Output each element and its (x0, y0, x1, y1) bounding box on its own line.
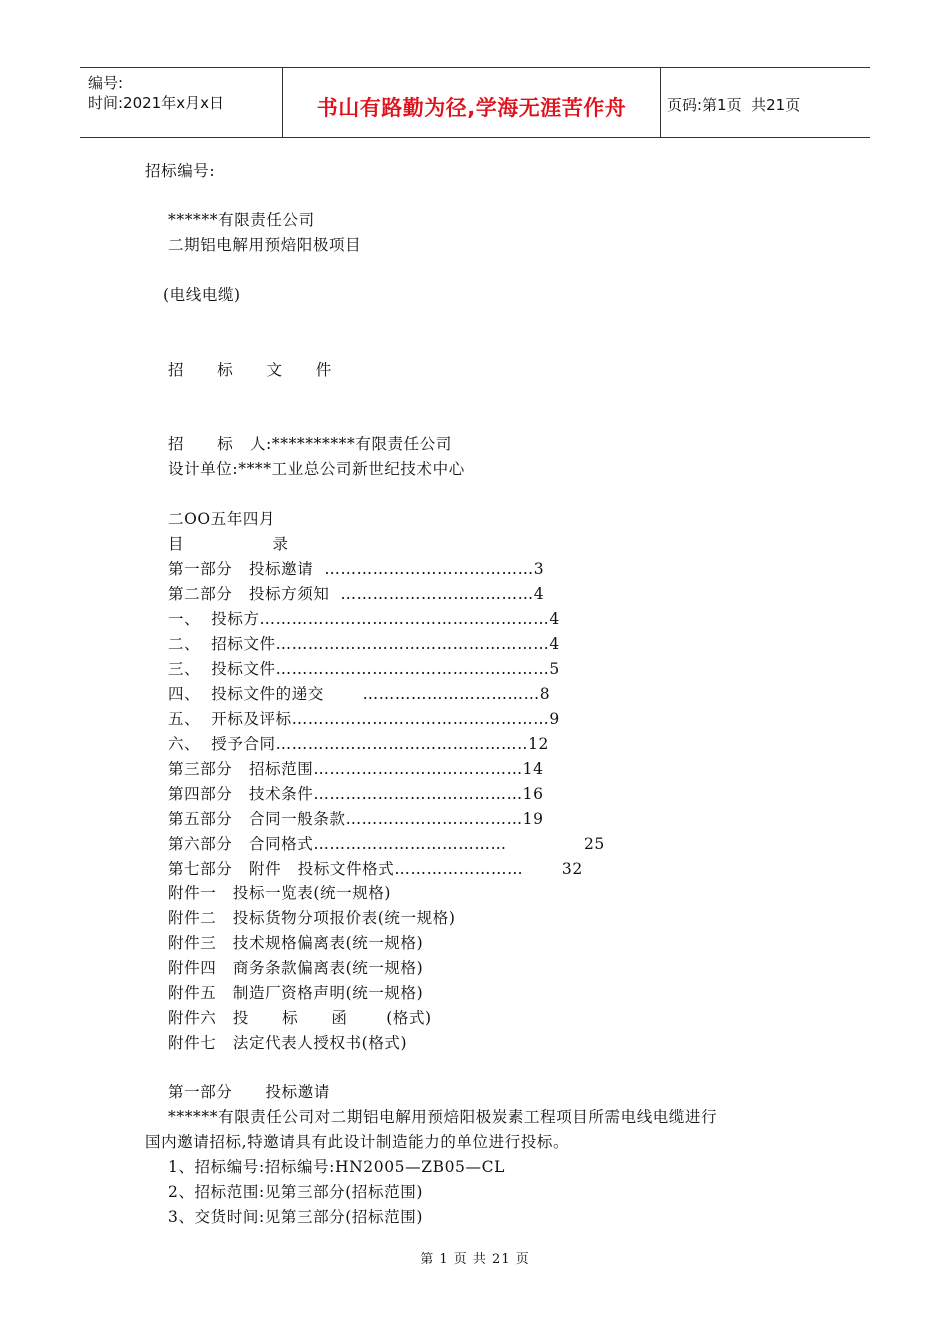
date-label: 时间:2021年x月x日 (88, 94, 224, 112)
toc-item: 六、 授予合同………………………………………‥12 (168, 735, 550, 753)
toc-title: 目 录 (168, 535, 289, 553)
toc-item: 四、 投标文件的递交 ……………………………8 (168, 685, 551, 703)
section1-para-line1: ******有限责任公司对二期铝电解用预焙阳极炭素工程项目所需电线电缆进行 (168, 1108, 718, 1126)
toc-item: 附件一 投标一览表(统一规格) (168, 884, 392, 902)
toc-item: 附件二 投标货物分项报价表(统一规格) (168, 909, 456, 927)
toc-item: 第四部分 技术条件…………………………………16 (168, 785, 544, 803)
toc-item: 第五部分 合同一般条款……………………………19 (168, 810, 544, 828)
tenderer: 招 标 人:**********有限责任公司 (168, 435, 452, 453)
subject: (电线电缆) (163, 286, 241, 304)
company: ******有限责任公司 (168, 211, 315, 229)
project: 二期铝电解用预焙阳极项目 (168, 236, 362, 254)
designer: 设计单位:****工业总公司新世纪技术中心 (168, 460, 465, 478)
header-motto-cell (283, 68, 661, 137)
section1-title: 第一部分 投标邀请 (168, 1083, 330, 1101)
page-info: 页码:第1页 共21页 (667, 96, 801, 114)
toc-item: 第六部分 合同格式……………………………… 25 (168, 835, 605, 853)
page-header (80, 67, 870, 138)
item-tender-no: 1、招标编号:招标编号:HN2005—ZB05—CL (168, 1158, 505, 1176)
date: 二OO五年四月 (168, 510, 276, 528)
toc-item: 附件四 商务条款偏离表(统一规格) (168, 959, 424, 977)
tender-no: 招标编号: (145, 162, 216, 180)
header-meta (80, 68, 283, 137)
toc-item: 二、 招标文件……………………………………………4 (168, 635, 560, 653)
header-page-cell (661, 68, 870, 137)
toc-item: 附件七 法定代表人授权书(格式) (168, 1034, 408, 1052)
page-footer: 第 1 页 共 21 页 (420, 1252, 530, 1267)
toc-item: 第一部分 投标邀请 …………………………………3 (168, 560, 545, 578)
toc-item: 第七部分 附件 投标文件格式…………………… 32 (168, 860, 583, 878)
toc-item: 第二部分 投标方须知 ………………………………4 (168, 585, 545, 603)
section1-para-line2: 国内邀请招标,特邀请具有此设计制造能力的单位进行投标。 (145, 1133, 570, 1151)
toc-item: 五、 开标及评标…………………………………………9 (168, 710, 560, 728)
doc-title: 招 标 文 件 (168, 361, 332, 379)
item-tender-scope: 2、招标范围:见第三部分(招标范围) (168, 1183, 423, 1201)
motto: 书山有路勤为径,学海无涯苦作舟 (316, 96, 627, 120)
toc-item: 附件五 制造厂资格声明(统一规格) (168, 984, 424, 1002)
toc-item: 第三部分 招标范围…………………………………14 (168, 760, 544, 778)
toc-item: 附件三 技术规格偏离表(统一规格) (168, 934, 424, 952)
toc-item: 附件六 投 标 函 (格式) (168, 1009, 432, 1027)
item-delivery-time: 3、交货时间:见第三部分(招标范围) (168, 1208, 423, 1226)
toc-item: 三、 投标文件……………………………………………5 (168, 660, 560, 678)
number-label: 编号: (88, 74, 124, 92)
toc-item: 一、 投标方………………………………………………4 (168, 610, 560, 628)
